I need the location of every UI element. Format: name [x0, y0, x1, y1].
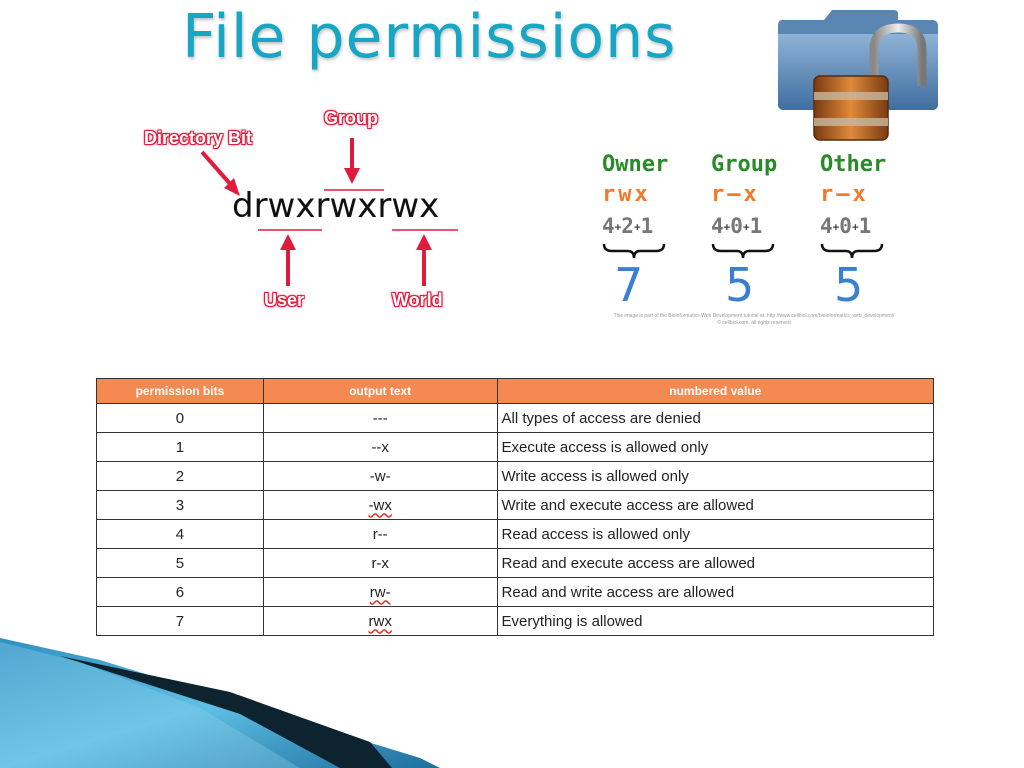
- meaning-cell: Read and execute access are allowed: [497, 549, 933, 578]
- output-cell: -w-: [263, 462, 497, 491]
- other-header: Other: [820, 152, 887, 177]
- bits-cell: 6: [97, 578, 264, 607]
- table-header-row: [97, 379, 934, 404]
- corner-swoosh-decoration: [0, 638, 620, 768]
- meaning-cell: Execute access is allowed only: [497, 433, 933, 462]
- folder-lock-icon: [774, 0, 942, 148]
- table-row: [97, 520, 934, 549]
- output-cell: r--: [263, 520, 497, 549]
- bits-cell: 2: [97, 462, 264, 491]
- bits-cell: 5: [97, 549, 264, 578]
- output-cell: -wx: [263, 491, 497, 520]
- table-row: [97, 549, 934, 578]
- meaning-cell: Write access is allowed only: [497, 462, 933, 491]
- bits-cell: 3: [97, 491, 264, 520]
- owner-perm: rwx: [602, 182, 651, 207]
- output-cell: rw-: [263, 578, 497, 607]
- group-header: Group: [711, 152, 778, 177]
- meaning-cell: Write and execute access are allowed: [497, 491, 933, 520]
- header-numbered-value: numbered value: [497, 379, 933, 404]
- permissions-table: [96, 378, 934, 636]
- group-perm: r–x: [711, 182, 760, 207]
- user-label: User: [264, 290, 305, 310]
- permission-string: drwxrwxrwx: [232, 186, 440, 226]
- other-total: 5: [834, 258, 864, 312]
- table-row: [97, 578, 934, 607]
- group-weights: 4+0+1: [711, 214, 763, 238]
- owner-weights: 4+2+1: [602, 214, 654, 238]
- permission-string-diagram: [140, 104, 470, 324]
- slide-title: File permissions: [182, 2, 677, 72]
- group-total: 5: [725, 258, 755, 312]
- header-permission-bits: permission bits: [97, 379, 264, 404]
- table-row: [97, 404, 934, 433]
- output-cell: rwx: [263, 607, 497, 636]
- meaning-cell: Everything is allowed: [497, 607, 933, 636]
- image-credit: This image is part of the Bioinformatics Web Development tutorial at: http://www.cellbiol.com/bioinformatics_web_development/ © cellbiol.com, all rights reserved: [613, 313, 895, 326]
- meaning-cell: Read and write access are allowed: [497, 578, 933, 607]
- group-column: [711, 152, 811, 312]
- other-column: [820, 152, 920, 312]
- output-cell: --x: [263, 433, 497, 462]
- bits-cell: 4: [97, 520, 264, 549]
- group-label: Group: [324, 108, 378, 128]
- meaning-cell: All types of access are denied: [497, 404, 933, 433]
- owner-column: [602, 152, 702, 312]
- other-weights: 4+0+1: [820, 214, 872, 238]
- table-row: [97, 462, 934, 491]
- output-cell: r-x: [263, 549, 497, 578]
- header-output-text: output text: [263, 379, 497, 404]
- directory-bit-label: Directory Bit: [144, 128, 253, 148]
- bits-cell: 1: [97, 433, 264, 462]
- owner-total: 7: [614, 258, 644, 312]
- other-perm: r–x: [820, 182, 869, 207]
- output-cell: ---: [263, 404, 497, 433]
- bits-cell: 0: [97, 404, 264, 433]
- table-row: [97, 491, 934, 520]
- meaning-cell: Read access is allowed only: [497, 520, 933, 549]
- table-row: [97, 433, 934, 462]
- world-label: World: [392, 290, 443, 310]
- permission-breakdown: [598, 152, 918, 332]
- owner-header: Owner: [602, 152, 669, 177]
- bits-cell: 7: [97, 607, 264, 636]
- table-row: [97, 607, 934, 636]
